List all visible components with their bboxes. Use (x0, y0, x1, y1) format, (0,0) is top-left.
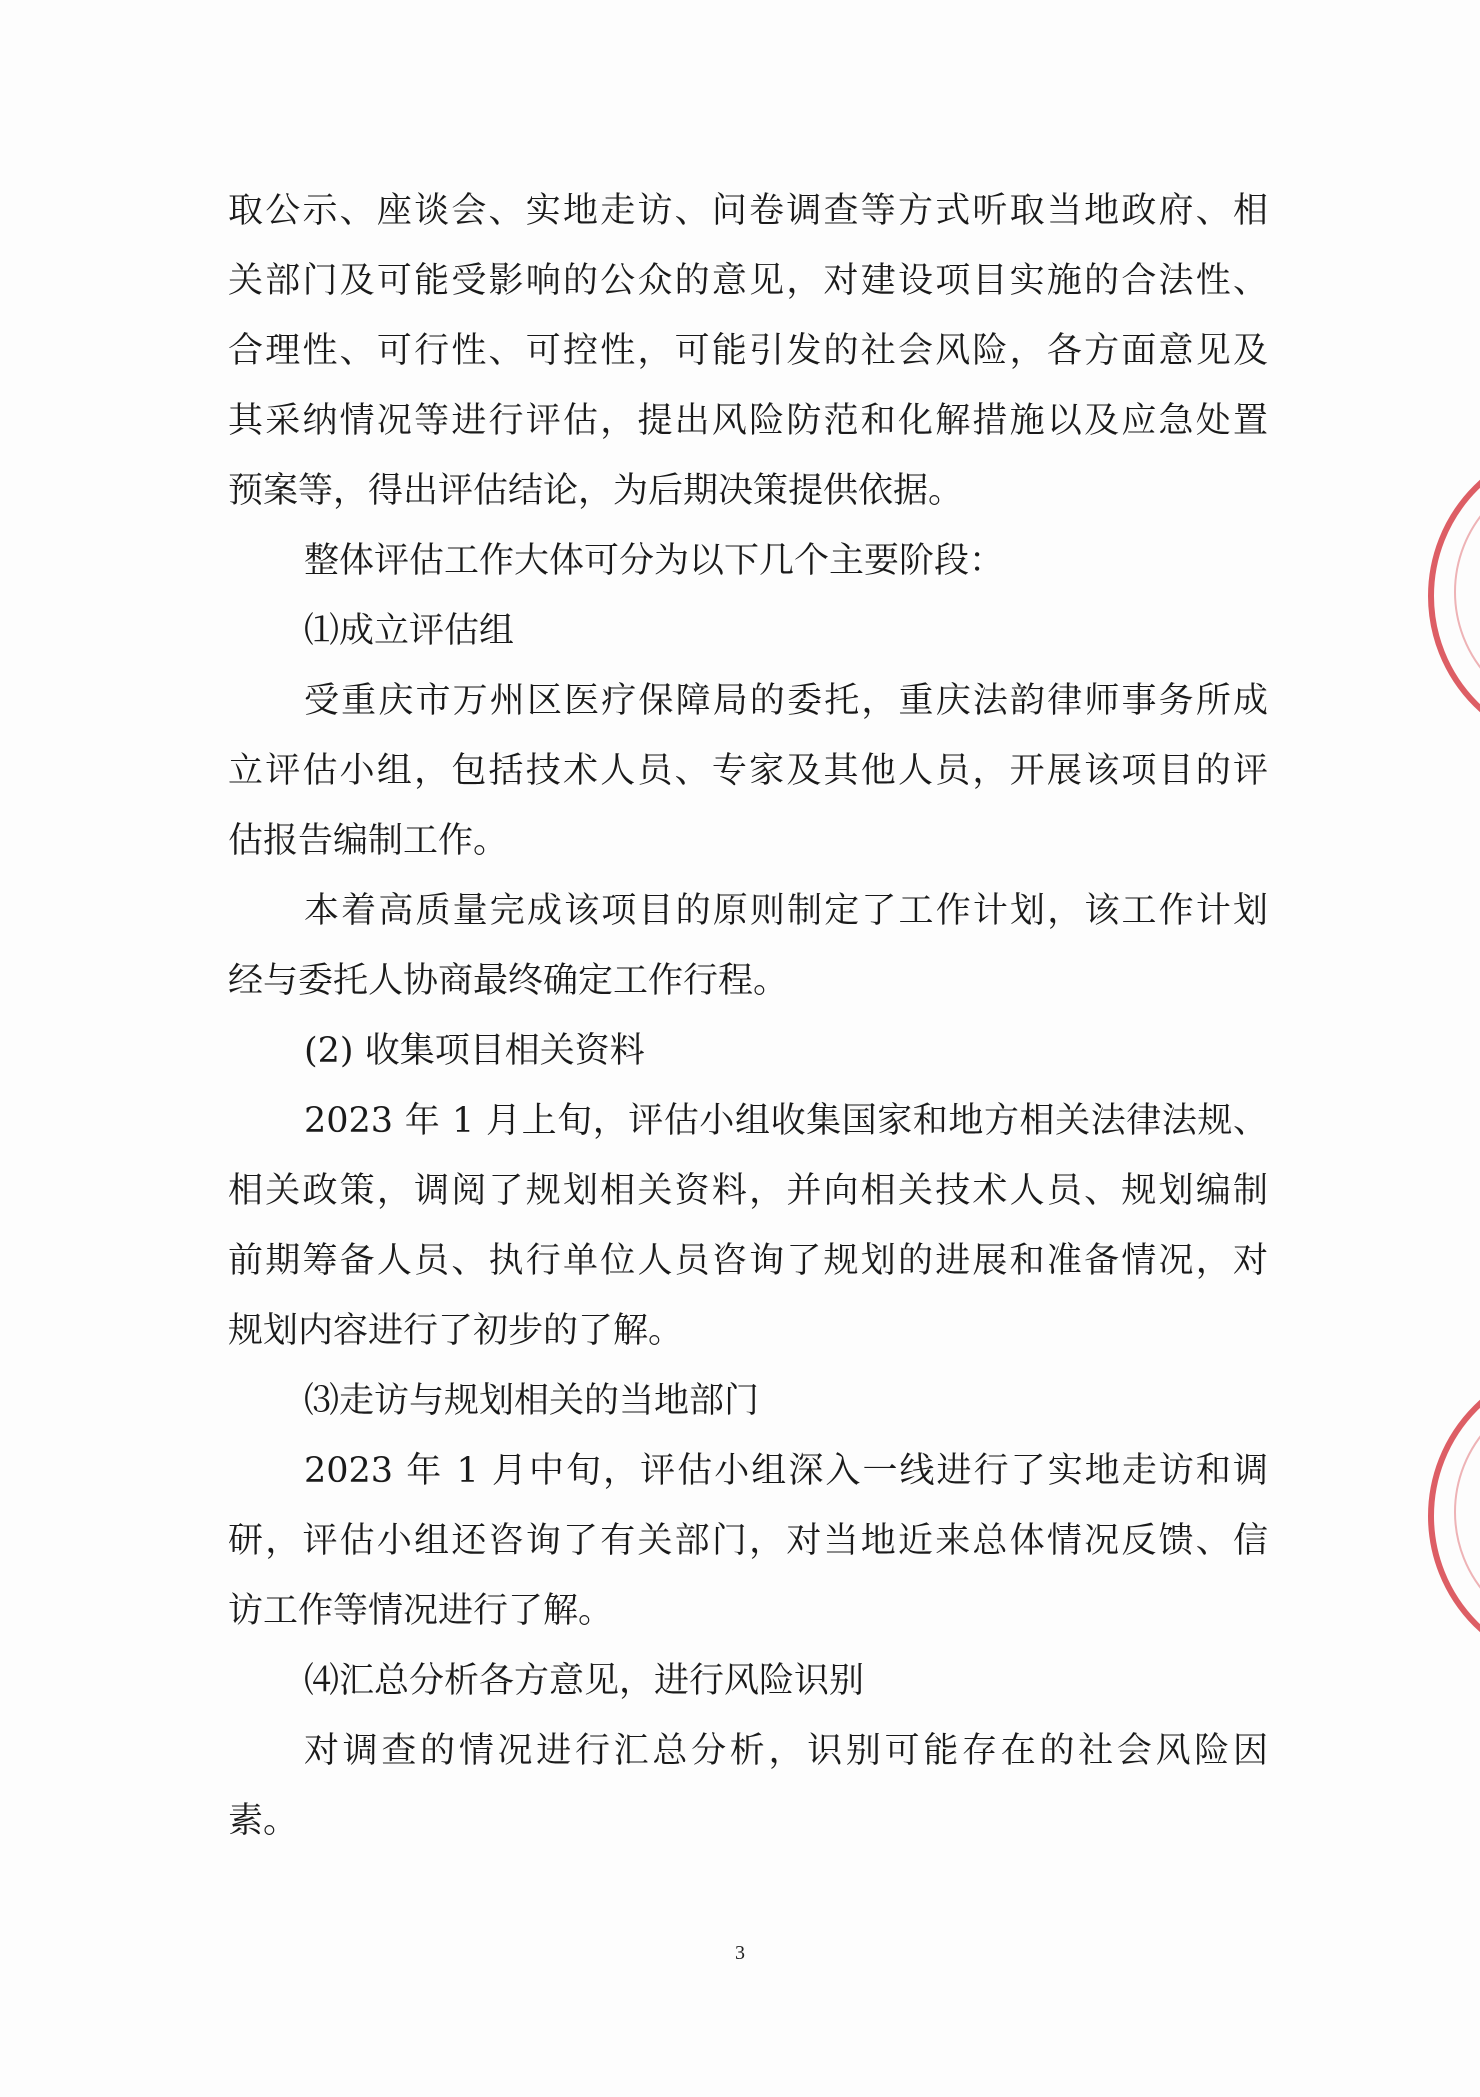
seal-stamp-inner-ring (1454, 466, 1480, 718)
paragraph-line: 估报告编制工作。 (228, 821, 509, 861)
paragraph-line: 访工作等情况进行了解。 (228, 1591, 614, 1631)
body-text (228, 176, 1268, 1856)
paragraph-line: 受重庆市万州区医疗保障局的委托，重庆法韵律师事务所成 (304, 681, 1268, 721)
section-heading: (2) 收集项目相关资料 (304, 1031, 645, 1071)
section-heading: ⑶走访与规划相关的当地部门 (304, 1381, 760, 1421)
paragraph-line: 研，评估小组还咨询了有关部门，对当地近来总体情况反馈、信 (228, 1521, 1268, 1561)
paragraph-line: 本着高质量完成该项目的原则制定了工作计划，该工作计划 (304, 891, 1268, 931)
paragraph-line: 2023 年 1 月上旬，评估小组收集国家和地方相关法律法规、 (304, 1101, 1268, 1141)
paragraph-line: 预案等，得出评估结论，为后期决策提供依据。 (228, 471, 964, 511)
section-heading: ⑴成立评估组 (304, 611, 515, 651)
paragraph-line: 前期筹备人员、执行单位人员咨询了规划的进展和准备情况，对 (228, 1241, 1268, 1281)
seal-stamp (1428, 440, 1480, 752)
paragraph-line: 整体评估工作大体可分为以下几个主要阶段： (304, 541, 1005, 581)
seal-stamp (1428, 1360, 1480, 1672)
paragraph-line: 取公示、座谈会、实地走访、问卷调查等方式听取当地政府、相 (228, 191, 1268, 231)
paragraph-line: 其采纳情况等进行评估，提出风险防范和化解措施以及应急处置 (228, 401, 1268, 441)
paragraph-line: 经与委托人协商最终确定工作行程。 (228, 961, 789, 1001)
paragraph-line: 2023 年 1 月中旬，评估小组深入一线进行了实地走访和调 (304, 1451, 1268, 1491)
page-number: 3 (735, 1942, 745, 1964)
paragraph-line: 规划内容进行了初步的了解。 (228, 1311, 684, 1351)
paragraph-line: 对调查的情况进行汇总分析，识别可能存在的社会风险因 (304, 1731, 1268, 1771)
paragraph-line: 关部门及可能受影响的公众的意见，对建设项目实施的合法性、 (228, 261, 1268, 301)
paragraph-line: 立评估小组，包括技术人员、专家及其他人员，开展该项目的评 (228, 751, 1268, 791)
paragraph-line: 合理性、可行性、可控性，可能引发的社会风险，各方面意见及 (228, 331, 1268, 371)
section-heading: ⑷汇总分析各方意见，进行风险识别 (304, 1661, 865, 1701)
seal-stamp-inner-ring (1454, 1386, 1480, 1638)
paragraph-line: 相关政策，调阅了规划相关资料，并向相关技术人员、规划编制 (228, 1171, 1268, 1211)
paragraph-line: 素。 (228, 1801, 299, 1841)
